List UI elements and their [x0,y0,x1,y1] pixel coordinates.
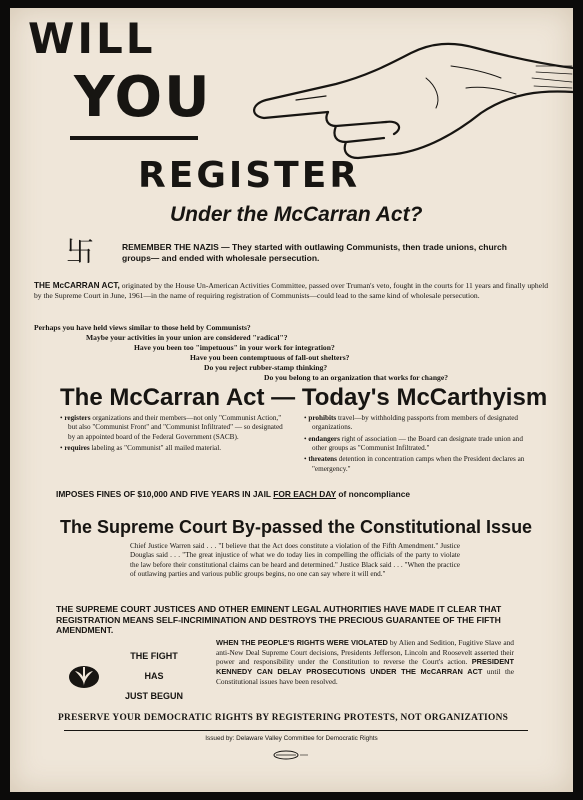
fight-line-2: HAS [144,671,164,681]
question-4: Have you been contemptuous of fall-out shelters? [190,353,350,362]
provisions-left-column [60,414,284,455]
union-label-icon [262,750,310,760]
provision-item: • threatens detention in concentration camps when the President declares an "emergency." [304,455,525,473]
peoples-rights-paragraph: WHEN THE PEOPLE'S RIGHTS WERE VIOLATED by Alien and Sedition, Fugitive Slave and anti-New Deal Supreme Court decisions, Presidents Jefferson, Lincoln and Roosevelt asserted their power and responsibility under the Constitution to reverse the Court's action. PRESIDENT KENNEDY CAN DELAY PROSECUTIONS UNDER THE McCARRAN ACT until the Constitutional issues have been resolved. [216,638,514,686]
preserve-rights-slogan: PRESERVE YOUR DEMOCRATIC RIGHTS BY REGISTERING PROTESTS, NOT ORGANIZATIONS [58,713,509,723]
provision-item: • prohibits travel—by withholding passports from members of designated organizations. [304,414,519,432]
issued-by-credit: Issued by: Delaware Valley Committee for Democratic Rights [205,735,378,742]
swastika-icon: 卐 [66,236,95,267]
mccarran-paragraph: THE McCARRAN ACT, originated by the House Un-American Activities Committee, passed over Truman's veto, fought in the courts for 11 years and finally upheld by the Supreme Court in June, 1961—in the name of requiring registration of Communists—could lead to the same kind of wholesale persecution. [34,281,548,301]
question-2: Maybe your activities in your union are considered "radical"? [86,333,288,342]
pointing-hand-icon [236,8,573,178]
provision-item: • endangers right of association — the Board can designate trade union and other groups as "Communist Infiltrated." [304,434,523,453]
subtitle: Under the McCarran Act? [170,203,423,226]
question-1: Perhaps you have held views similar to those held by Communists? [34,323,251,332]
headline-you: YOU [74,65,212,130]
you-underline [70,136,198,140]
headline-register: REGISTER [138,155,361,196]
supreme-court-headline: The Supreme Court By-passed the Constitutional Issue [60,517,533,537]
question-5: Do you reject rubber-stamp thinking? [204,363,328,372]
headline-will: WILL [28,14,156,63]
mccarthyism-headline: The McCarran Act — Today's McCarthyism [60,384,548,411]
remember-nazis-text: REMEMBER THE NAZIS — They started with outlawing Communists, then trade unions, church groups— and ended with wholesale persecution. [122,242,507,264]
fines-line: IMPOSES FINES OF $10,000 AND FIVE YEARS IN JAIL FOR EACH DAY of noncompliance [56,489,411,499]
footer-divider [64,730,528,731]
provision-item: • requires labeling as "Communist" all mailed material. [60,444,222,453]
provision-item: • registers organizations and their members—not only "Communist Action," but also "Communist Front" and "Communist Infiltrated" — so designated by an appointed board of the Federal Government (SACB). [60,414,283,441]
legal-authorities-statement: THE SUPREME COURT JUSTICES AND OTHER EMINENT LEGAL AUTHORITIES HAVE MADE IT CLEAR THAT REGISTRATION MEANS SELF-INCRIMINATION AND DESTROYS THE PRECIOUS GUARANTEE OF THE FIFTH AMENDMENT. [56,604,502,636]
question-6: Do you belong to an organization that works for change? [264,373,449,382]
question-3: Have you been too "impetuous" in your work for integration? [134,343,335,352]
justices-quote: Chief Justice Warren said . . . "I believe that the Act does constitute a violation of the Fifth Amendment." Justice Douglas said . . . "The great injustice of what we do today lies in compelling the officials of the party to violate the law before their constitutional claims can be heard and determined." Justice Black said . . . "When the practice of outlawing parties and various public groups begins, no one can say where it will end." [130,542,460,579]
fight-line-1: THE FIGHT [130,651,178,661]
fight-line-3: JUST BEGUN [124,691,183,701]
provisions-right-column [304,414,528,476]
sprout-emblem-icon [68,664,100,690]
poster-sheet [10,8,573,792]
